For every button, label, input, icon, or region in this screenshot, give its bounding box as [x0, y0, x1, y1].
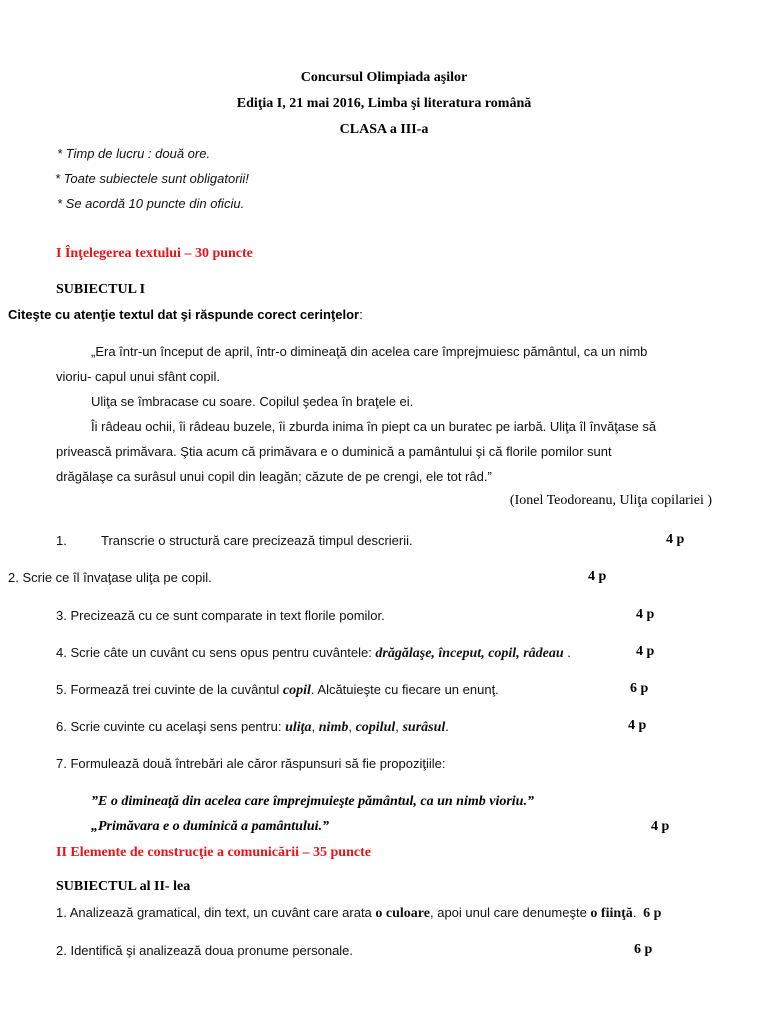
- q5-points: 6 p: [630, 681, 649, 696]
- q6-points: 4 p: [628, 718, 647, 733]
- instruction-tail: :: [359, 307, 363, 322]
- note-mandatory: * Toate subiectele sunt obligatorii!: [55, 171, 249, 186]
- edition-line: Ediţia I, 21 mai 2016, Limba şi literatura română: [236, 96, 532, 111]
- passage-line-4: Îi râdeau ochii, îi râdeau buzele, îi zburda inima în piept ca un buratec pe iarbă. Uliţa îl învăţase să: [91, 419, 657, 434]
- q4-points: 4 p: [636, 644, 655, 659]
- q2-text: 2. Scrie ce îl învaţase uliţa pe copil.: [8, 570, 212, 585]
- q6-kw-1: uliţa: [285, 720, 312, 735]
- s2-q1-pre: 1. Analizează gramatical, din text, un cuvânt care arata: [56, 905, 376, 920]
- q2-points: 4 p: [588, 569, 607, 584]
- instruction: [8, 306, 363, 324]
- subject-1-heading: SUBIECTUL I: [56, 282, 146, 297]
- q7-quote-1: ”E o dimineaţă din acelea care împrejmuieşte pământul, ca un nimb vioriu.”: [91, 794, 534, 809]
- q6-tail: .: [445, 719, 449, 734]
- q1-text: Transcrie o structură care precizează timpul descrierii.: [101, 533, 413, 548]
- q4-text: [56, 645, 571, 662]
- q7-points: 4 p: [651, 819, 670, 834]
- s2-q2-text: 2. Identifică şi analizează doua pronume personale.: [56, 943, 354, 958]
- q6-sep-2: ,: [348, 719, 356, 734]
- q4-keywords: drăgălaşe, început, copil, râdeau: [375, 646, 564, 661]
- q6-text: [56, 719, 449, 736]
- q5-prompt: 5. Formează trei cuvinte de la cuvântul: [56, 682, 283, 697]
- section-1-title: I Înţelegerea textului – 30 puncte: [56, 246, 253, 261]
- subject-2-heading: SUBIECTUL al II- lea: [56, 879, 191, 894]
- q3-points: 4 p: [636, 607, 655, 622]
- passage-line-3: Uliţa se îmbracase cu soare. Copilul şedea în braţele ei.: [91, 394, 414, 409]
- passage-line-5: privească primăvara. Ştia acum că primăvara e o duminică a pamântului şi că florile pomilor sunt: [56, 444, 612, 459]
- class-line: CLASA a III-a: [339, 122, 429, 137]
- q6-kw-3: copilul: [355, 720, 396, 735]
- q4-tail: .: [563, 645, 571, 660]
- s2-q1-bold-2: o fiinţă: [590, 906, 633, 921]
- s2-q1-mid: , apoi unul care denumeşte: [429, 905, 591, 920]
- note-time: * Timp de lucru : două ore.: [57, 146, 211, 161]
- q7-text: 7. Formulează două întrebări ale căror răspunsuri să fie propoziţiile:: [56, 756, 446, 771]
- q4-prompt: 4. Scrie câte un cuvânt cu sens opus pentru cuvântele:: [56, 645, 376, 660]
- instruction-bold: Citeşte cu atenţie textul dat şi răspunde corect cerinţelor: [8, 307, 360, 322]
- s2-q1-points: 6 p: [643, 906, 662, 921]
- q3-text: 3. Precizează cu ce sunt comparate in text florile pomilor.: [56, 608, 385, 623]
- q6-sep-3: ,: [395, 719, 403, 734]
- section-2-title: II Elemente de construcţie a comunicării – 35 puncte: [56, 845, 371, 860]
- q6-sep-1: ,: [311, 719, 319, 734]
- q6-kw-2: nimb: [318, 720, 349, 735]
- q1-points: 4 p: [666, 532, 685, 547]
- q6-prompt: 6. Scrie cuvinte cu acelaşi sens pentru:: [56, 719, 286, 734]
- q1-number: 1.: [56, 533, 67, 548]
- passage-line-1: „Era într-un început de april, într-o dimineaţă din acelea care împrejmuiesc pământul, ca un nimb: [91, 344, 648, 359]
- passage-line-6: drăgălaşe ca surâsul unui copil din leagăn; căzute de pe crengi, ele tot râd.”: [56, 469, 492, 484]
- s2-q1-text: [56, 905, 661, 922]
- q5-text: [56, 682, 499, 699]
- s2-q1-bold-1: o culoare: [375, 906, 430, 921]
- q5-tail: . Alcătuieşte cu fiecare un enunţ.: [310, 682, 499, 697]
- passage-line-2: vioriu- capul unui sfânt copil.: [56, 369, 221, 384]
- note-points: * Se acordă 10 puncte din oficiu.: [57, 196, 245, 211]
- passage-source: (Ionel Teodoreanu, Uliţa copilariei ): [509, 493, 712, 508]
- q5-keyword: copil: [282, 683, 311, 698]
- q6-kw-4: surâsul: [402, 720, 446, 735]
- s2-q2-points: 6 p: [634, 942, 653, 957]
- s2-q1-dot: .: [632, 905, 637, 920]
- contest-title: Concursul Olimpiada aşilor: [300, 70, 468, 85]
- q7-quote-2: „Primăvara e o duminică a pamântului.”: [91, 819, 330, 834]
